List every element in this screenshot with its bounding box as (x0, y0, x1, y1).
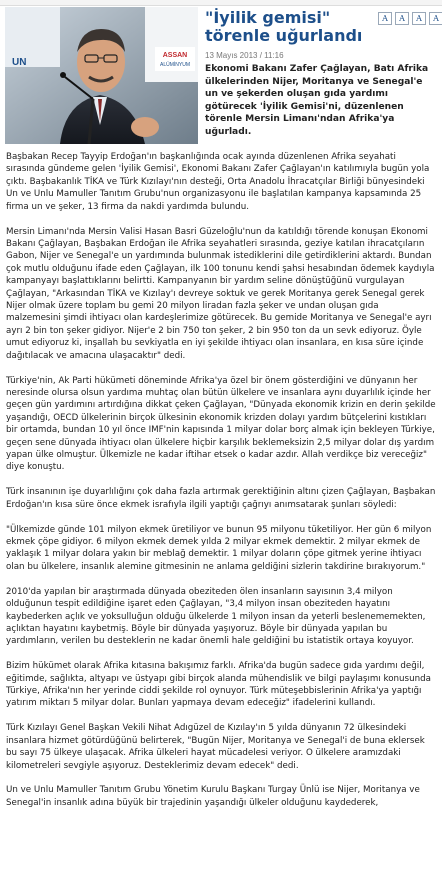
banner-brand-subtext: ALÜMİNYUM (159, 62, 191, 68)
body-paragraph-9: Un ve Unlu Mamuller Tanıtım Grubu Yönetim Kurulu Başkanı Turgay Ünlü ise Nijer, Moritanya ve Senegal'in insanlık adına büyük bir trajedinin yaşandığı ülkeler olduğunu kaydederek, (6, 785, 420, 808)
speaker-photo-illustration (5, 7, 198, 144)
banner-left-text: UN (12, 57, 27, 68)
banner-brand-text: ASSAN (162, 52, 188, 59)
body-paragraph-6: 2010'da yapılan bir araştırmada dünyada obeziteden ölen insanların sayısının 3,4 milyon olduğunun tespit edildiğine işaret eden Çağlayan, "3,4 milyon insan obeziteden hayatını kaybederken açlık ve yoksulluğun olduğu ülkelerde 1 milyon insan da yeterli beslenememekten, açlıktan hayatını kaybetmiş. Böyle bir dünyada yaşıyoruz. Böyle bir dünyada yapılan bu yardımların, verilen bu desteklerin ne kadar önemli hale geldiğini bu istatistik ortaya koyuyor. (6, 586, 426, 647)
article-title: "İyilik gemisi" törenle uğurlandı (205, 8, 363, 45)
font-size-controls (378, 12, 442, 25)
article-body (6, 151, 436, 822)
body-paragraph-1: Başbakan Recep Tayyip Erdoğan'ın başkanlığında ocak ayında düzenlenen Afrika seyahati sırasında gündeme gelen 'İyilik Gemisi', Ekonomi Bakanı Zafer Çağlayan'ın katılımıyla bugün yola çıktı. Başbakanlık TİKA ve Türk Kızılayı'nın desteği, Orta Anadolu İhracatçılar Birliği bünyesindeki Un ve Unlu Mamuller Tanıtım Grubu'nun organizasyonu ile başlatılan kampanya kapsamında 25 firma un ve şeker, 13 firma da nakdi yardımda bulundu. (6, 152, 430, 212)
body-paragraph-5: "Ülkemizde günde 101 milyon ekmek üretiliyor ve bunun 95 milyonu tüketiliyor. Her gün 6 milyon ekmek çöpe gidiyor. 6 milyon ekmek demek yılda 2 milyar ekmek demektir. 2 milyar ekmek de yaklaşık 1 milyar dolara yakın bir meblağ demektir. 1 milyar doların çöpe gitmek yerine ihtiyacı olan bu ülkelere, insanlık alemine gitmesinin ne anlama geldiğini sizlerin takdirine bırakıyorum." (6, 524, 432, 572)
font-size-button-3[interactable]: A (412, 12, 426, 25)
body-paragraph-3: Türkiye'nin, Ak Parti hükümeti döneminde Afrika'ya özel bir önem gösterdiğini ve dünyanın her neresinde olursa olsun yardıma muhtaç olan bütün ülkelere ve insanlara aynı duyarlılık içinde her geçen gün yardımını artırdığına dikkat çeken Çağlayan, "Dünyada ekonomik krizin en derin şekilde yaşandığı, OECD ülkelerinin birçok ülkesinin ekonomik krizden dolayı yardım bütçelerini kıstıkları bir ortamda, bundan 10 yıl önce IMF'nin kapısında 1 milyar dolar borç almak için bekleyen Türkiye, geçen sene dünyada ihtiyacı olan ülkelere hiçbir karşılık beklemeksizin 2,5 milyar dolar dış yardım yapan ülke olmuştur. Ülkemizle ne kadar iftihar etsek o kadar azdır. Allah verdikçe biz vereceğiz" diye konuştu. (6, 375, 436, 473)
font-size-button-2[interactable]: A (395, 12, 409, 25)
article-summary: Ekonomi Bakanı Zafer Çağlayan, Batı Afrika ülkelerinden Nijer, Moritanya ve Senegal'e un ve şekerden oluşan gıda yardımı götürecek 'İyilik Gemisi'ni, düzenlenen törenle Mersin Limanı'ndan Afrika'ya uğurladı. (205, 64, 429, 137)
body-paragraph-7: Bizim hükümet olarak Afrika kıtasına bakışımız farklı. Afrika'da bugün sadece gıda yardımı değil, eğitimde, sağlıkta, altyapı ve üstyapı gibi birçok alanda mühendislik ve bilgi paylaşımı konusunda Türkiye, Afrika'nın her yerinde ciddi şekilde rol oynuyor. Türk müteşebbislerinin Afrika'ya yaptığı yatırım miktarı 5 milyar dolar. Bunları yapmaya devam edeceğiz" ifadelerini kullandı. (6, 661, 431, 709)
article-photo (5, 7, 198, 144)
top-navigation-strip (0, 0, 442, 6)
font-size-button-4[interactable]: A (429, 12, 442, 25)
body-paragraph-8: Türk Kızılayı Genel Başkan Vekili Nihat Adıgüzel de Kızılay'ın 5 yılda dünyanın 72 ülkesindeki insanlara hizmet götürdüğünü belirterek, "Bugün Nijer, Moritanya ve Senegal'i de buna eklersek bu sayı 75 ülkeye ulaşacak. Afrika ülkeleri hayat mücadelesi veriyor. O ülkelere aramızdaki kilometreleri sevgiyle aşıyoruz. Desteklerimiz devam edecek" dedi. (6, 723, 425, 771)
body-paragraph-2: Mersin Limanı'nda Mersin Valisi Hasan Basri Güzeloğlu'nun da katıldığı törende konuşan Ekonomi Bakanı Çağlayan, Başbakan Erdoğan ile Afrika seyahatleri sırasında, geziye katılan ihracatçıların Gabon, Nijer ve Senegal'e un yardımında bulunmak istediklerini dile getirdiklerini aktardı. Bundan çok mutlu olduğunu ifade eden Çağlayan, ilk 100 tonunu kendi şahsi hesabından ödemek kaydıyla kampanyayı başlattıklarını belirtti. Kampanyanın bir yardım seline dönüştüğünü vurgulayan Çağlayan, "Arkasından TİKA ve Kızılay'ı devreye soktuk ve gerek Moritanya gerek Senegal gerek Nijer olmak üzere toplam bu gemi 20 milyon liradan fazla şeker ve undan oluşan gıda malzemesini şimdi ihtiyacı olan kardeşlerimize götürecek. Bu gemide Moritanya ve Senegal'e ayrı ayrı 2 bin ton şeker gidiyor. Nijer'e 2 bin 750 ton şeker, 2 bin 950 ton da un sevk ediyoruz. Öyle umut ediyoruz ki, inşallah bu sevkiyatla en iyi şekilde ihtiyacı olan insanlara, en kısa süre içinde dağıtılacak ve amacına ulaşacaktır" dedi. (6, 226, 435, 361)
article-date: 13 Mayıs 2013 / 11:16 (205, 51, 284, 60)
font-size-button-1[interactable]: A (378, 12, 392, 25)
body-paragraph-4: Türk insanının işe duyarlılığını çok daha fazla artırmak gerektiğinin altını çizen Çağlayan, Başbakan Erdoğan'ın kısa süre önce ekmek israfıyla ilgili yaptığı çağrıyı anımsatarak şunları söyledi: (6, 487, 436, 510)
